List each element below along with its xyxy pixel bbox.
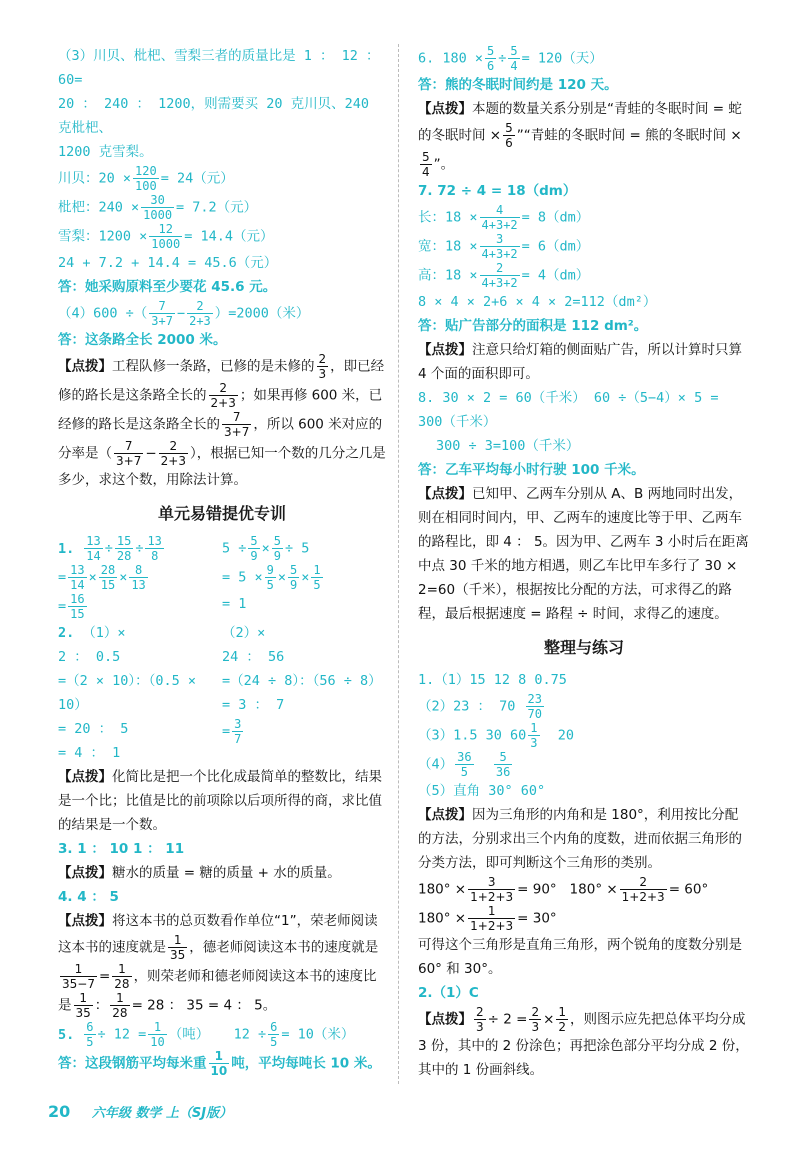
tip-2: 【点拨】化简比是把一个比化成最简单的整数比，结果是一个比；比值是比的前项除以后项所得的商，求比值的结果是一个数。 <box>58 769 382 833</box>
q8-line1: 8. 30 × 2 = 60（千米） 60 ÷（5−4）× 5 = 300（千米） <box>418 390 719 430</box>
angle-calc-1: 180° × $\frac{3}{1+2+3}$ = 90° 180° × $\frac{2}{1+2+3}$ = 60° <box>418 875 709 904</box>
tip-8: 【点拨】已知甲、乙两车分别从 A、B 两地同时出发，则在相同时间内，甲、乙两车的速度比等于甲、乙两车的路程比，即 4 ： 5。因为甲、乙两车 3 小时后在距离中点 30 千米的地方相遇，则乙车比甲车多行了 30 × 2=60（千米），根据按比分配的方法，可求得乙的路程，最后根据速度 = 路程 ÷ 时间，求得乙的速度。 <box>418 486 749 622</box>
r1-4: （4） $\frac{36}{5}$ $\frac{5}{36}$ <box>418 750 511 779</box>
q7-length: 长：18 × $\frac{4}{4+3+2}$ = 8（dm） <box>418 203 590 232</box>
q7-height: 高：18 × $\frac{2}{4+3+2}$ = 4（dm） <box>418 261 590 290</box>
section-title-1: 单元易错提优专训 <box>157 504 286 523</box>
answer-3: 答：她采购原料至少要花 45.6 元。 <box>58 279 277 295</box>
r1-3: （3）1.5 30 60 $\frac{1}{3}$ 20 <box>418 721 575 750</box>
q4: 4. 4 ： 5 <box>58 889 119 905</box>
left-column <box>58 44 386 1078</box>
r1-1: 1.（1）15 12 8 0.75 <box>418 672 567 688</box>
page-number: 20 <box>48 1102 71 1121</box>
answer-5: 答：这段钢筋平均每米重 $\frac{1}{10}$ 吨，平均每吨长 10 米。 <box>58 1049 381 1078</box>
q5: 5. $\frac{6}{5}$ ÷ 12 = $\frac{1}{10}$ （吨） 12 ÷ $\frac{6}{5}$ = 10（米） <box>58 1020 355 1049</box>
sum-calc: 24 + 7.2 + 14.4 = 45.6（元） <box>58 255 278 271</box>
answer-6: 答：熊的冬眠时间约是 120 天。 <box>418 77 618 93</box>
q3: 3. 1 ： 10 1 ： 11 <box>58 841 185 857</box>
column-divider <box>398 44 399 1084</box>
answer-7: 答：贴广告部分的面积是 112 dm²。 <box>418 318 648 334</box>
tip-3: 【点拨】糖水的质量 = 糖的质量 + 水的质量。 <box>58 865 341 881</box>
p3-line3: 1200 克雪梨。 <box>58 144 153 160</box>
tip-9: 【点拨】因为三角形的内角和是 180°，利用按比分配的方法，分别求出三个内角的度数，进而依据三角形的分类方法，即可判断这个三角形的类别。 <box>418 807 742 871</box>
q7-area: 8 × 4 × 2+6 × 4 × 2=112（dm²） <box>418 294 657 310</box>
p3-line1: （3）川贝、枇杷、雪梨三者的质量比是 1 ： 12 ： 60= <box>58 48 380 88</box>
r1-5: （5）直角 30° 60° <box>418 783 546 799</box>
r1-2: （2）23 ： 70 $\frac{23}{70}$ <box>418 692 542 721</box>
chuanbei-calc: 川贝：20 × $\frac{120}{100}$ = 24（元） <box>58 164 234 193</box>
tip-4: 【点拨】将这本书的总页数看作单位“1”，荣老师阅读这本书的速度就是 $\frac{1}{35}$ ，德老师阅读这本书的速度就是 $\frac{1}{35-7}$ = $\frac{1}{28}$ ，则荣老师和德老师阅读这本书的速度比是 $\frac{1}{35}$ ： $\frac{1}{28}$ = 28 ： 35 = 4 ： 5。 <box>58 913 379 1020</box>
q2-block: 2. （1）× 2 ： 0.5 =（2 × 10）：（0.5 × 10） = 20 ： 5 = 4 ： 1 （2）× 24 ： 56 =（24 ÷ 8）：（56 ÷ 8） = 3 ： 7 = $\frac{3}{7}$ <box>58 625 382 761</box>
xueli-calc: 雪梨：1200 × $\frac{12}{1000}$ = 14.4（元） <box>58 222 274 251</box>
page-footer <box>48 1102 232 1121</box>
q7-width: 宽：18 × $\frac{3}{4+3+2}$ = 6（dm） <box>418 232 590 261</box>
answer-4: 答：这条路全长 2000 米。 <box>58 332 227 348</box>
p3-line2: 20 ： 240 ： 1200，则需要买 20 克川贝、240 克枇杷、 <box>58 96 370 136</box>
tip-10: 【点拨】 $\frac{2}{3}$ ÷ 2 = $\frac{2}{3}$ × $\frac{1}{2}$ ，则图示应先把总体平均分成 3 份，其中的 2 份涂色；再把涂色部分平均分成 2 份，其中的 1 份画斜线。 <box>418 1005 749 1078</box>
r2: 2.（1）C <box>418 985 479 1001</box>
q8-line2: 300 ÷ 3=100（千米） <box>436 438 580 454</box>
right-column <box>418 44 750 1082</box>
tip-7: 【点拨】注意只给灯箱的侧面贴广告，所以计算时只算 4 个面的面积即可。 <box>418 342 742 382</box>
q6: 6. 180 × $\frac{5}{6}$ ÷ $\frac{5}{4}$ = 120（天） <box>418 44 603 73</box>
footer-title: 六年级 数学 上（SJ版） <box>91 1106 233 1121</box>
q7: 7. 72 ÷ 4 = 18（dm） <box>418 183 577 199</box>
conclusion: 可得这个三角形是直角三角形，两个锐角的度数分别是 60° 和 30°。 <box>418 937 742 977</box>
pipa-calc: 枇杷：240 × $\frac{30}{1000}$ = 7.2（元） <box>58 193 258 222</box>
angle-calc-3: 180° × $\frac{1}{1+2+3}$ = 30° <box>418 904 557 933</box>
p4-calc: （4）600 ÷（ $\frac{7}{3+7}$ − $\frac{2}{2+3}$ ）=2000（米） <box>58 299 310 328</box>
q1-block: 1. $\frac{13}{14}$ ÷ $\frac{15}{28}$ ÷ $\frac{13}{8}$ = $\frac{13}{14}$ × $\frac{28}{15}$ × $\frac{8}{13}$ = $\frac{16}{15}$ 5 ÷ $\frac{5}{9}$ × $\frac{5}{9}$ ÷ 5 = 5 × $\frac{9}{5}$ × $\frac{5}{9}$ × $\frac{1}{5}$ = 1 <box>58 534 321 621</box>
tip-6: 【点拨】本题的数量关系分别是“青蛙的冬眠时间 = 蛇的冬眠时间 × $\frac{5}{6}$ ”“青蛙的冬眠时间 = 熊的冬眠时间 × $\frac{5}{4}$ ”。 <box>418 101 742 179</box>
tip-1: 【点拨】工程队修一条路，已修的是未修的 $\frac{2}{3}$ ，即已经修的路长是这条路全长的 $\frac{2}{2+3}$ ；如果再修 600 米，已经修的路长是这条路全长的 $\frac{7}{3+7}$ ，所以 600 米对应的分率是（ $\frac{7}{3+7}$ − $\frac{2}{2+3}$ ），根据已知一个数的几分之几是多少，求这个数，用除法计算。 <box>58 352 386 488</box>
answer-8: 答：乙车平均每小时行驶 100 千米。 <box>418 462 645 478</box>
section-title-2: 整理与练习 <box>543 638 624 657</box>
